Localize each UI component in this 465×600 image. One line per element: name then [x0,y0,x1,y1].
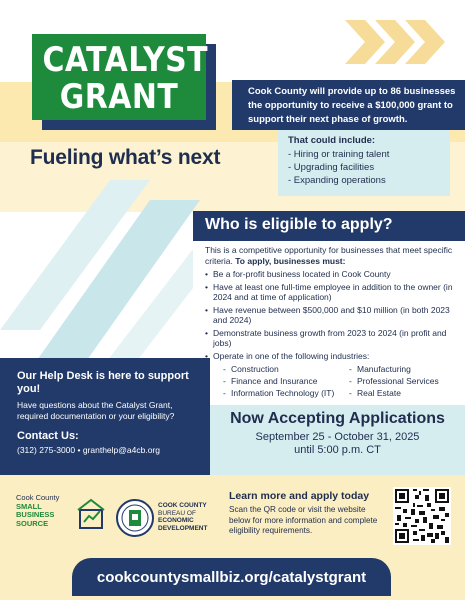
website-url-bar[interactable] [72,558,391,596]
industry-item: - Professional Services [349,376,465,386]
logo-sbs-line: Cook County [16,493,60,502]
includes-item: - Expanding operations [288,175,386,186]
eligibility-body [193,241,465,405]
help-title: Our Help Desk is here to support you! [17,370,189,395]
logo-bed-line: BUREAU OF [158,509,196,517]
criteria-item: • Have at least one full-time employee in addition to the owner (in 2024 and at time of application) [205,282,459,302]
accepting-deadline: until 5:00 p.m. CT [294,444,381,456]
intro-text: Cook County will provide up to 86 businesses the opportunity to receive a $100,000 grant to support their next phase of growth. [248,86,456,125]
logo-bed-line: COOK COUNTY [158,502,207,509]
learn-text: Scan the QR code or visit the website below for more information and complete eligibility requirements. [229,505,378,535]
eligibility-header [193,211,465,241]
bureau-econ-dev-logo [158,502,228,532]
help-desk-box [0,358,210,475]
title-line-2: GRANT [59,77,179,117]
help-text: Have questions about the Catalyst Grant, required documentation or your eligibility? [17,400,175,421]
learn-title: Learn more and apply today [229,490,370,502]
accepting-dates: September 25 - October 31, 2025 [255,431,420,443]
industries-list [205,364,459,398]
criteria-item: • Demonstrate business growth from 2023 to 2024 (in profit and jobs) [205,328,459,348]
small-business-source-logo [16,494,106,542]
accepting-block [210,410,465,456]
industry-item: - Real Estate [349,388,465,398]
eligibility-intro [205,245,459,266]
industry-item: - Finance and Insurance [223,376,345,386]
eligibility-intro-text: This is a competitive opportunity for businesses that meet specific criteria. [205,245,453,266]
logo-bed-line: DEVELOPMENT [158,524,208,532]
includes-item: - Hiring or training talent [288,149,390,160]
learn-more-block [229,490,389,537]
contact-title: Contact Us: [17,430,79,442]
intro-box [232,80,465,130]
eligibility-heading: Who is eligible to apply? [205,216,393,233]
criteria-item: • Have revenue between $500,000 and $10 million (in both 2023 and 2024) [205,305,459,325]
storefront-icon [76,496,106,532]
cook-county-seal-icon [115,498,155,538]
includes-title: That could include: [288,135,376,146]
includes-item: - Upgrading facilities [288,162,375,173]
industry-item: - Manufacturing [349,364,465,374]
logo-sbs-line: SOURCE [16,518,49,528]
subtitle: Fueling what’s next [30,146,221,169]
chevrons-icon [345,20,445,64]
criteria-item: • Be a for-profit business located in Cook County [205,269,459,279]
logo-sbs-line: BUSINESS [16,510,55,519]
eligibility-intro-bold: To apply, businesses must: [235,255,346,266]
title-block [32,34,209,120]
accepting-title: Now Accepting Applications [230,410,445,427]
contact-details[interactable]: (312) 275-3000 • granthelp@a4cb.org [17,445,160,455]
industry-item: - Information Technology (IT) [223,388,345,398]
qr-code-icon[interactable] [393,487,451,545]
criteria-item: • Operate in one of the following industries: [205,351,459,361]
title-line-1: CATALYST [42,40,209,80]
logo-bed-line: ECONOMIC [158,517,194,524]
includes-box [278,130,450,196]
industry-item: - Construction [223,364,345,374]
logo-sbs-line: SMALL [16,501,42,511]
website-url[interactable]: cookcountysmallbiz.org/catalystgrant [96,569,367,586]
